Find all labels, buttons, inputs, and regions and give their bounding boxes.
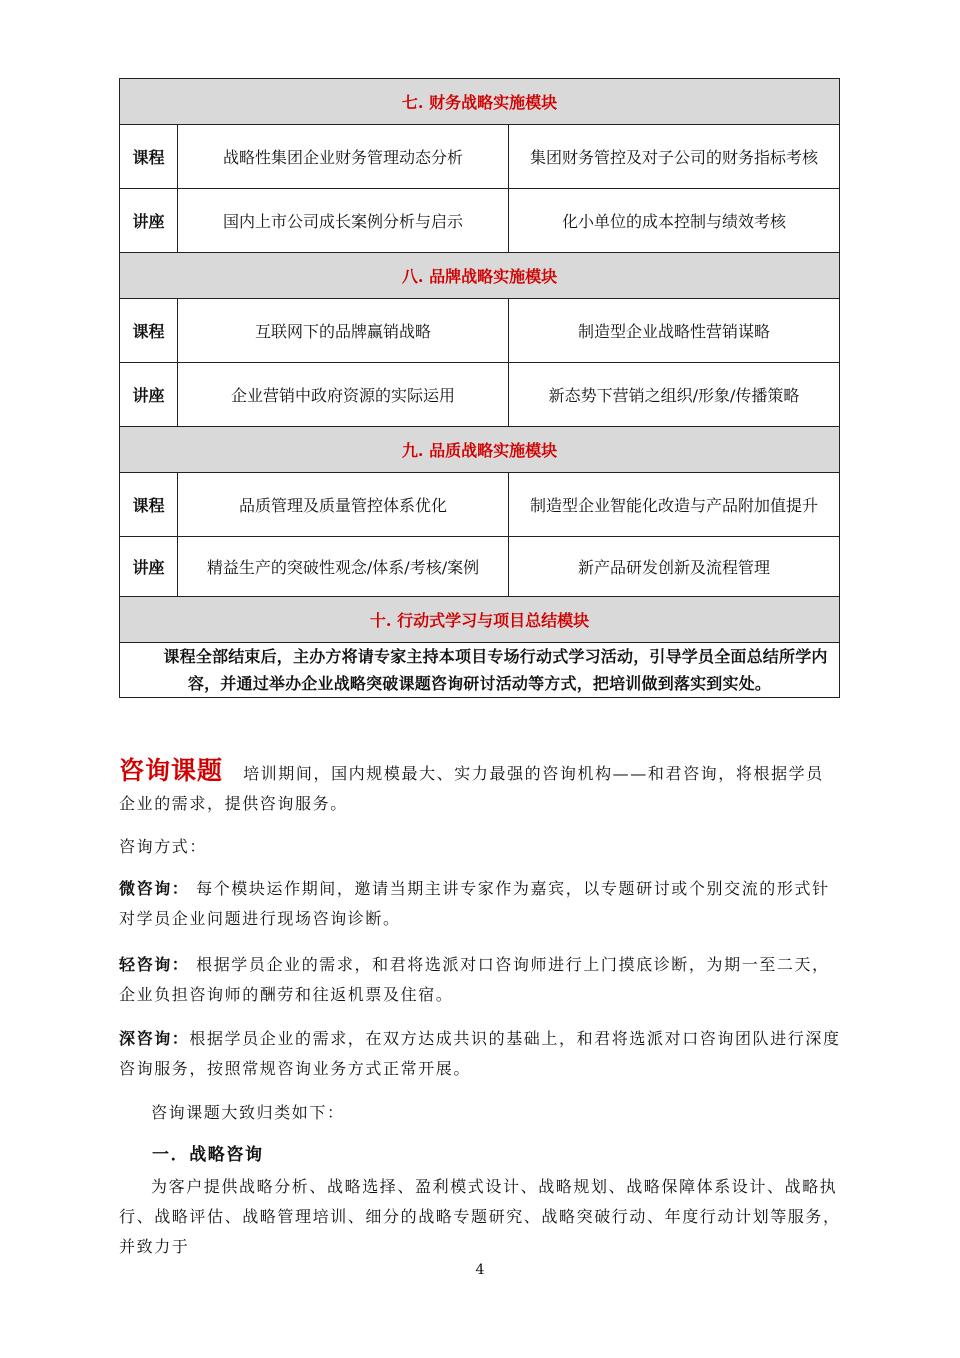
section-title-7: 七. 财务战略实施模块 bbox=[120, 79, 840, 125]
method-text: 根据学员企业的需求，和君将选派对口咨询师进行上门摸底诊断，为期一至二天，企业负担咨询师的酬劳和往返机票及住宿。 bbox=[119, 955, 830, 1004]
page-number: 4 bbox=[475, 1262, 485, 1278]
lecture-item: 国内上市公司成长案例分析与启示 bbox=[178, 189, 509, 253]
course-item: 制造型企业战略性营销谋略 bbox=[509, 299, 840, 363]
course-item: 制造型企业智能化改造与产品附加值提升 bbox=[509, 473, 840, 537]
method-text: 根据学员企业的需求，在双方达成共识的基础上，和君将选派对口咨询团队进行深度咨询服务，按照常规咨询业务方式正常开展。 bbox=[119, 1029, 841, 1078]
method-text: 每个模块运作期间，邀请当期主讲专家作为嘉宾，以专题研讨或个别交流的形式针对学员企业问题进行现场咨询诊断。 bbox=[119, 879, 830, 928]
module-table bbox=[119, 78, 840, 698]
lecture-item: 化小单位的成本控制与绩效考核 bbox=[509, 189, 840, 253]
methods-label: 咨询方式： bbox=[119, 837, 208, 856]
section-title-9: 九. 品质战略实施模块 bbox=[120, 427, 840, 473]
consulting-intro: 培训期间，国内规模最大、实力最强的咨询机构——和君咨询，将根据学员企业的需求，提供咨询服务。 bbox=[119, 764, 824, 813]
row-type-label: 讲座 bbox=[120, 363, 178, 427]
strategy-consulting-heading: 一．战略咨询 bbox=[152, 1145, 264, 1165]
course-item: 集团财务管控及对子公司的财务指标考核 bbox=[509, 125, 840, 189]
course-item: 互联网下的品牌赢销战略 bbox=[178, 299, 509, 363]
course-item: 战略性集团企业财务管理动态分析 bbox=[178, 125, 509, 189]
method-deep bbox=[119, 1024, 841, 1084]
method-light bbox=[119, 950, 841, 1010]
course-item: 品质管理及质量管控体系优化 bbox=[178, 473, 509, 537]
row-type-label: 课程 bbox=[120, 125, 178, 189]
consulting-title: 咨询课题 bbox=[119, 756, 224, 785]
consulting-intro-paragraph bbox=[119, 756, 841, 819]
categories-intro: 咨询课题大致归类如下： bbox=[151, 1103, 345, 1122]
row-type-label: 课程 bbox=[120, 299, 178, 363]
method-label: 深咨询： bbox=[119, 1029, 190, 1048]
row-type-label: 讲座 bbox=[120, 537, 178, 597]
lecture-item: 精益生产的突破性观念/体系/考核/案例 bbox=[178, 537, 509, 597]
method-label: 微咨询： bbox=[119, 879, 190, 898]
section-title-10: 十. 行动式学习与项目总结模块 bbox=[120, 597, 840, 643]
row-type-label: 课程 bbox=[120, 473, 178, 537]
row-type-label: 讲座 bbox=[120, 189, 178, 253]
lecture-item: 新态势下营销之组织/形象/传播策略 bbox=[509, 363, 840, 427]
method-label: 轻咨询： bbox=[119, 955, 190, 974]
lecture-item: 企业营销中政府资源的实际运用 bbox=[178, 363, 509, 427]
method-micro bbox=[119, 874, 841, 934]
strategy-consulting-text: 为客户提供战略分析、战略选择、盈利模式设计、战略规划、战略保障体系设计、战略执行、战略评估、战略管理培训、细分的战略专题研究、战略突破行动、年度行动计划等服务，并致力于 bbox=[119, 1177, 841, 1256]
section-title-8: 八. 品牌战略实施模块 bbox=[120, 253, 840, 299]
lecture-item: 新产品研发创新及流程管理 bbox=[509, 537, 840, 597]
summary-text: 课程全部结束后，主办方将请专家主持本项目专场行动式学习活动，引导学员全面总结所学内容，并通过举办企业战略突破课题咨询研讨活动等方式，把培训做到落实到实处。 bbox=[120, 643, 840, 698]
